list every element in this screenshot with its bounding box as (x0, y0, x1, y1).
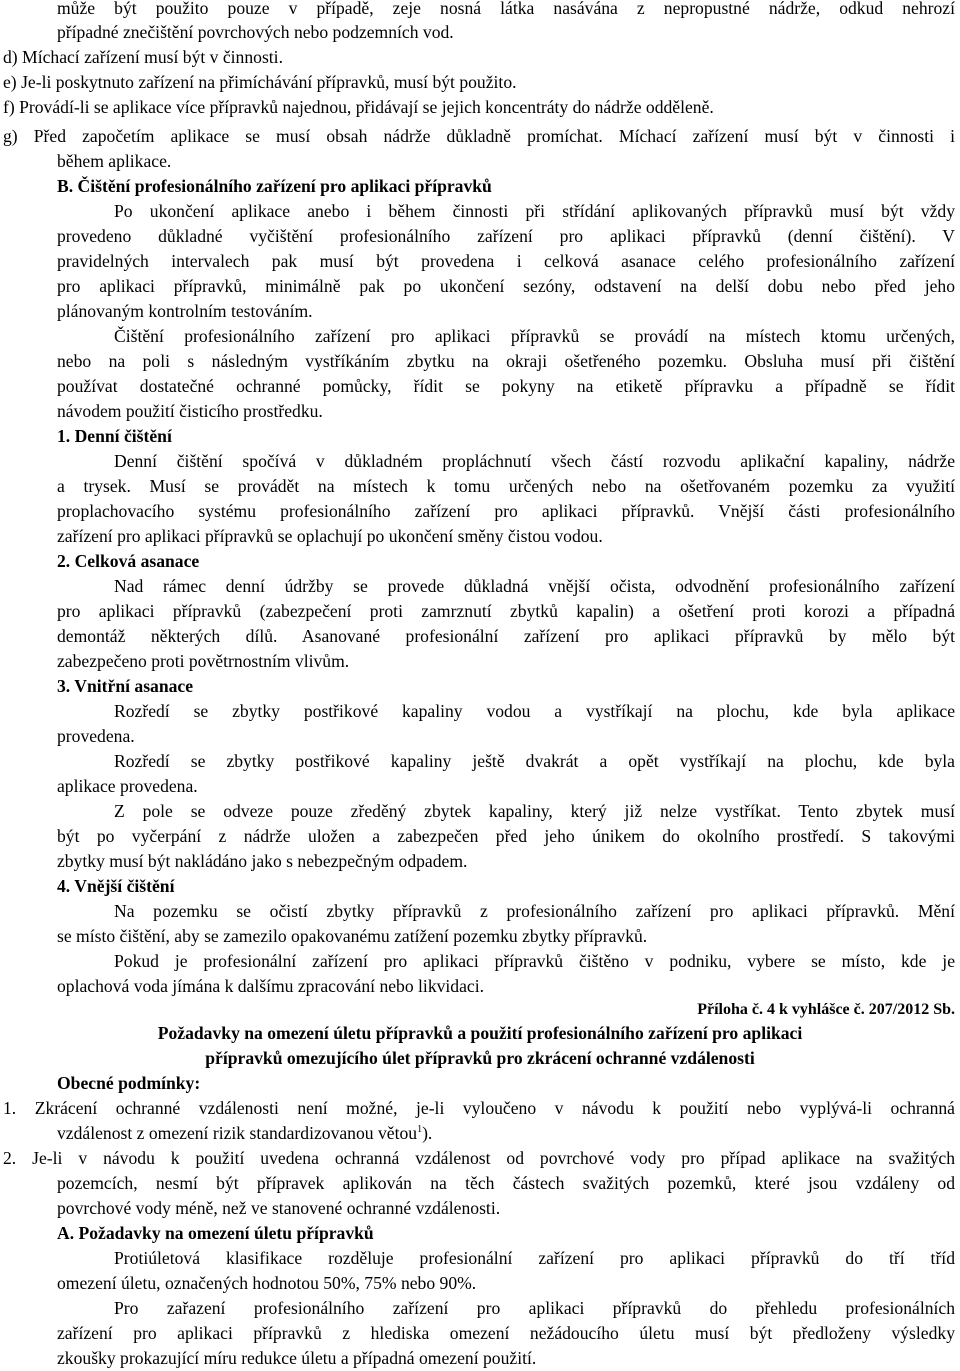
paragraph-line: povrchové vody méně, než ve stanovené ochranné vzdálenosti. (57, 1198, 501, 1218)
paragraph-line: proplachovacího systému profesionálního zařízení pro aplikaci přípravků. Vnější části profesionálního (57, 501, 955, 521)
annex-item-1-cont (57, 1121, 432, 1146)
paragraph-line: plánovaným kontrolním testováním. (57, 301, 313, 321)
paragraph-line: Rozředí se zbytky postřikové kapaliny vodou a vystříkají na plochu, kde byla aplikace (114, 701, 955, 721)
footnote-ref: 1 (417, 1124, 423, 1136)
paragraph-line: aplikace provedena. (57, 776, 198, 796)
list-item-g: g) Před započetím aplikace se musí obsah nádrže důkladně promíchat. Míchací zařízení musí být v činnosti i (3, 126, 955, 146)
paragraph-line: oplachová voda jímána k dalšímu zpracování nebo likvidaci. (57, 976, 485, 996)
paragraph-line: omezení úletu, označených hodnotou 50%, 75% nebo 90%. (57, 1273, 477, 1293)
paragraph-line: Z pole se odveze pouze zředěný zbytek kapaliny, který již nelze vystříkat. Tento zbytek musí (114, 801, 955, 821)
paragraph-line: a trysek. Musí se provádět na místech k tomu určených nebo na ošetřovaném pozemku za využití (57, 476, 955, 496)
paragraph-line: pravidelných intervalech pak musí být provedena i celková asanace celého profesionálního zařízení (57, 251, 955, 271)
paragraph-line: provedena. (57, 726, 135, 746)
general-conditions-heading: Obecné podmínky: (57, 1073, 201, 1093)
paragraph-line: nebo na poli s následným vystříkáním zbytku na okraji ošetřeného pozemku. Obsluha musí při čištění (57, 351, 955, 371)
annex-item-2: 2. Je-li v návodu k použití uvedena ochranná vzdálenost od povrchové vody pro případ aplikace na svažitých (3, 1148, 955, 1168)
annex-label: Příloha č. 4 k vyhlášce č. 207/2012 Sb. (697, 1001, 955, 1018)
paragraph-line: případné znečištění povrchových nebo podzemních vod. (57, 22, 454, 42)
paragraph-line: Po ukončení aplikace anebo i během činnosti při střídání aplikovaných přípravků musí být vždy (114, 201, 955, 221)
section-heading-a: A. Požadavky na omezení úletu přípravků (57, 1223, 374, 1243)
annex-title-line-2: přípravků omezujícího úlet přípravků pro zkrácení ochranné vzdálenosti (205, 1048, 755, 1068)
paragraph-line: zbytky musí být nakládáno jako s nebezpečným odpadem. (57, 851, 468, 871)
paragraph-line: Nad rámec denní údržby se provede důkladná vnější očista, odvodnění profesionálního zařízení (114, 576, 955, 596)
paragraph-line: Denní čištění spočívá v důkladném propláchnutí všech částí rozvodu aplikační kapaliny, nádrže (114, 451, 955, 471)
list-item-e: e) Je-li poskytnuto zařízení na přimíchávání přípravků, musí být použito. (3, 72, 517, 92)
section-heading-1: 1. Denní čištění (57, 426, 172, 446)
paragraph-line: Pokud je profesionální zařízení pro aplikaci přípravků čištěno v podniku, vybere se místo, kde je (114, 951, 955, 971)
paragraph-line: Rozředí se zbytky postřikové kapaliny ještě dvakrát a opět vystříkají na plochu, kde byla (114, 751, 955, 771)
paragraph-line: pozemcích, nesmí být přípravek aplikován na těch částech svažitých pozemků, které jsou vzdáleny od (57, 1173, 955, 1193)
annex-title-line-1: Požadavky na omezení úletu přípravků a použití profesionálního zařízení pro aplikaci (157, 1023, 803, 1043)
section-heading-2: 2. Celková asanace (57, 551, 200, 571)
paragraph-line: provedeno důkladné vyčištění profesionálního zařízení pro aplikaci přípravků (denní čištění). V (57, 226, 955, 246)
paragraph-line: být po vyčerpání z nádrže uložen a zabezpečen před jeho únikem do okolního prostředí. S takovými (57, 826, 955, 846)
annex-item-1-end: ). (422, 1123, 433, 1143)
paragraph-line: používat dostatečné ochranné pomůcky, řídit se pokyny na etiketě přípravku a případně se řídit (57, 376, 955, 396)
paragraph-line: Čištění profesionálního zařízení pro aplikaci přípravků se provádí na místech ktomu určených, (114, 326, 955, 346)
paragraph-line: zařízení pro aplikaci přípravků se oplachují po ukončení směny čistou vodou. (57, 526, 603, 546)
annex-item-1-text: vzdálenost z omezení rizik standardizovanou větou (57, 1123, 418, 1143)
section-heading-3: 3. Vnitřní asanace (57, 676, 194, 696)
paragraph-line: pro aplikaci přípravků (zabezpečení proti zamrznutí zbytků kapalin) a ošetření proti korozi a případná (57, 601, 955, 621)
paragraph-line: zkoušky prokazující míru redukce úletu a případná omezení použití. (57, 1348, 537, 1368)
paragraph-line: zabezpečeno proti povětrnostním vlivům. (57, 651, 350, 671)
list-item-d: d) Míchací zařízení musí být v činnosti. (3, 47, 283, 67)
paragraph-line: během aplikace. (57, 151, 172, 171)
paragraph-line: může být použito pouze v případě, zeje nosná látka nasávána z nepropustné nádrže, odkud nehrozí (57, 0, 955, 18)
paragraph-line: pro aplikaci přípravků, minimálně pak po ukončení sezóny, odstavení na delší dobu nebo před jeho (57, 276, 955, 296)
section-heading-4: 4. Vnější čištění (57, 876, 175, 896)
list-item-f: f) Provádí-li se aplikace více přípravků najednou, přidávají se jejich koncentráty do nádrže odděleně. (3, 97, 714, 117)
paragraph-line: zařízení pro aplikaci přípravků z hlediska omezení nežádoucího úletu musí být předloženy výsledky (57, 1323, 955, 1343)
paragraph-line: Pro zařazení profesionálního zařízení pro aplikaci přípravků do přehledu profesionálních (114, 1298, 955, 1318)
annex-item-1: 1. Zkrácení ochranné vzdálenosti není možné, je-li vyloučeno v návodu k použití nebo vyplývá-li ochranná (3, 1098, 955, 1118)
paragraph-line: Na pozemku se očistí zbytky přípravků z profesionálního zařízení pro aplikaci přípravků. Mění (114, 901, 955, 921)
paragraph-line: se místo čištění, aby se zamezilo opakovanému zatížení pozemku zbytky přípravků. (57, 926, 648, 946)
paragraph-line: Protiúletová klasifikace rozděluje profesionální zařízení pro aplikaci přípravků do tří tříd (114, 1248, 955, 1268)
section-heading-b: B. Čištění profesionálního zařízení pro aplikaci přípravků (57, 176, 492, 196)
paragraph-line: demontáž některých dílů. Asanované profesionální zařízení pro aplikaci přípravků by mělo být (57, 626, 955, 646)
paragraph-line: návodem použití čisticího prostředku. (57, 401, 323, 421)
